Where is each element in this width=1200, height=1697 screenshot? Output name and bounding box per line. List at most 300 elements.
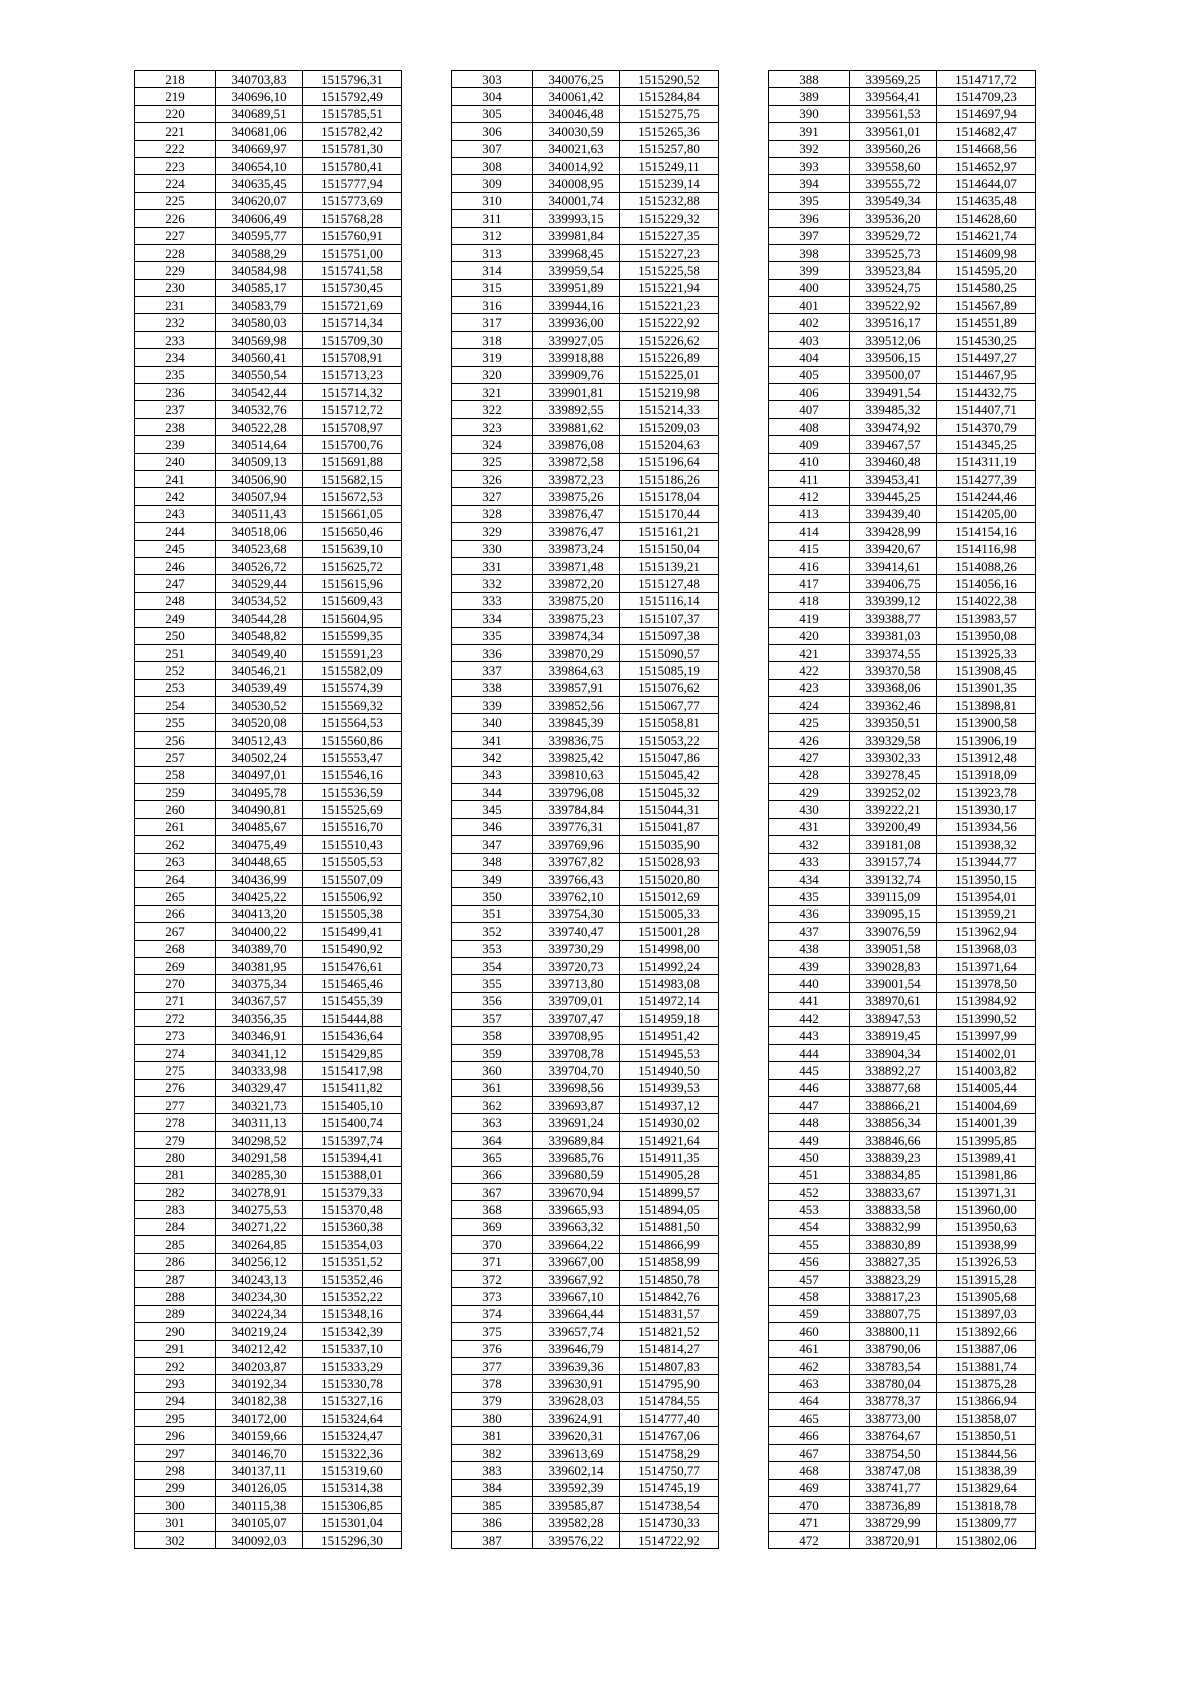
point-number-cell: 321 [452,384,533,401]
point-number-cell: 240 [135,453,216,470]
coordinates-table-3 [768,70,1036,1549]
point-number-cell: 235 [135,366,216,383]
x-coordinate-cell: 339613,69 [533,1444,620,1461]
point-number-cell: 301 [135,1514,216,1531]
x-coordinate-cell: 339467,57 [850,436,937,453]
x-coordinate-cell: 339368,06 [850,679,937,696]
point-number-cell: 238 [135,418,216,435]
point-number-cell: 470 [769,1497,850,1514]
point-number-cell: 451 [769,1166,850,1183]
table-row [769,175,1036,192]
x-coordinate-cell: 338830,89 [850,1236,937,1253]
table-row [769,1236,1036,1253]
x-coordinate-cell: 340526,72 [216,557,303,574]
x-coordinate-cell: 340413,20 [216,905,303,922]
y-coordinate-cell: 1513971,31 [937,1184,1036,1201]
y-coordinate-cell: 1514972,14 [620,992,719,1009]
point-number-cell: 450 [769,1149,850,1166]
y-coordinate-cell: 1515650,46 [303,523,402,540]
table-row [135,1079,402,1096]
y-coordinate-cell: 1514652,97 [937,157,1036,174]
point-number-cell: 229 [135,262,216,279]
table-row [769,314,1036,331]
point-number-cell: 439 [769,957,850,974]
x-coordinate-cell: 339445,25 [850,488,937,505]
point-number-cell: 352 [452,923,533,940]
x-coordinate-cell: 339420,67 [850,540,937,557]
table-row [452,1149,719,1166]
x-coordinate-cell: 339624,91 [533,1410,620,1427]
point-number-cell: 327 [452,488,533,505]
y-coordinate-cell: 1514745,19 [620,1479,719,1496]
y-coordinate-cell: 1514709,23 [937,88,1036,105]
x-coordinate-cell: 339845,39 [533,714,620,731]
y-coordinate-cell: 1513989,41 [937,1149,1036,1166]
point-number-cell: 252 [135,662,216,679]
x-coordinate-cell: 339776,31 [533,818,620,835]
x-coordinate-cell: 339657,74 [533,1323,620,1340]
point-number-cell: 271 [135,992,216,1009]
table-row [452,1323,719,1340]
x-coordinate-cell: 340234,30 [216,1288,303,1305]
x-coordinate-cell: 339881,62 [533,418,620,435]
y-coordinate-cell: 1513995,85 [937,1131,1036,1148]
x-coordinate-cell: 339901,81 [533,384,620,401]
table-row [135,957,402,974]
point-number-cell: 328 [452,505,533,522]
table-row [135,488,402,505]
y-coordinate-cell: 1515028,93 [620,853,719,870]
table-row [452,1410,719,1427]
table-row [769,1270,1036,1287]
point-number-cell: 383 [452,1462,533,1479]
point-number-cell: 407 [769,401,850,418]
y-coordinate-cell: 1513875,28 [937,1375,1036,1392]
table-row [769,1027,1036,1044]
table-row [452,436,719,453]
point-number-cell: 302 [135,1531,216,1548]
point-number-cell: 378 [452,1375,533,1392]
point-number-cell: 392 [769,140,850,157]
table-row [769,1340,1036,1357]
table-row [452,175,719,192]
point-number-cell: 277 [135,1097,216,1114]
table-row [769,192,1036,209]
table-row [769,366,1036,383]
x-coordinate-cell: 339028,83 [850,957,937,974]
point-number-cell: 343 [452,766,533,783]
y-coordinate-cell: 1514277,39 [937,470,1036,487]
y-coordinate-cell: 1515001,28 [620,923,719,940]
point-number-cell: 390 [769,105,850,122]
table-row [452,644,719,661]
table-row [769,1323,1036,1340]
point-number-cell: 463 [769,1375,850,1392]
y-coordinate-cell: 1515591,23 [303,644,402,661]
point-number-cell: 349 [452,870,533,887]
point-number-cell: 356 [452,992,533,1009]
table-row [135,1427,402,1444]
x-coordinate-cell: 340212,42 [216,1340,303,1357]
table-row [135,505,402,522]
point-number-cell: 382 [452,1444,533,1461]
point-number-cell: 414 [769,523,850,540]
point-number-cell: 442 [769,1010,850,1027]
point-number-cell: 415 [769,540,850,557]
x-coordinate-cell: 339927,05 [533,331,620,348]
table-row [452,1027,719,1044]
table-row [452,1218,719,1235]
point-number-cell: 431 [769,818,850,835]
table-row [135,766,402,783]
table-row [452,540,719,557]
x-coordinate-cell: 339836,75 [533,731,620,748]
point-number-cell: 374 [452,1305,533,1322]
y-coordinate-cell: 1515516,70 [303,818,402,835]
point-number-cell: 435 [769,888,850,905]
point-number-cell: 270 [135,975,216,992]
point-number-cell: 274 [135,1044,216,1061]
point-number-cell: 428 [769,766,850,783]
table-row [769,244,1036,261]
table-row [135,210,402,227]
y-coordinate-cell: 1513960,00 [937,1201,1036,1218]
y-coordinate-cell: 1515352,46 [303,1270,402,1287]
y-coordinate-cell: 1515785,51 [303,105,402,122]
table-row [452,627,719,644]
table-row [769,749,1036,766]
table-row [135,1097,402,1114]
point-number-cell: 417 [769,575,850,592]
y-coordinate-cell: 1514004,69 [937,1097,1036,1114]
y-coordinate-cell: 1515499,41 [303,923,402,940]
y-coordinate-cell: 1514930,02 [620,1114,719,1131]
x-coordinate-cell: 340271,22 [216,1218,303,1235]
table-row [135,992,402,1009]
table-row [452,662,719,679]
point-number-cell: 388 [769,71,850,88]
table-row [452,314,719,331]
point-number-cell: 393 [769,157,850,174]
y-coordinate-cell: 1515005,33 [620,905,719,922]
point-number-cell: 329 [452,523,533,540]
y-coordinate-cell: 1513918,09 [937,766,1036,783]
y-coordinate-cell: 1514432,75 [937,384,1036,401]
x-coordinate-cell: 340544,28 [216,610,303,627]
y-coordinate-cell: 1515314,38 [303,1479,402,1496]
y-coordinate-cell: 1514621,74 [937,227,1036,244]
x-coordinate-cell: 339708,95 [533,1027,620,1044]
table-row [135,1184,402,1201]
point-number-cell: 287 [135,1270,216,1287]
y-coordinate-cell: 1514567,89 [937,297,1036,314]
y-coordinate-cell: 1513978,50 [937,975,1036,992]
table-row [452,749,719,766]
x-coordinate-cell: 339491,54 [850,384,937,401]
y-coordinate-cell: 1515564,53 [303,714,402,731]
point-number-cell: 351 [452,905,533,922]
table-row [769,853,1036,870]
y-coordinate-cell: 1514002,01 [937,1044,1036,1061]
table-row [135,314,402,331]
table-row [769,157,1036,174]
y-coordinate-cell: 1515360,38 [303,1218,402,1235]
point-number-cell: 314 [452,262,533,279]
y-coordinate-cell: 1515170,44 [620,505,719,522]
x-coordinate-cell: 339485,32 [850,401,937,418]
table-row [135,1149,402,1166]
table-row [769,1497,1036,1514]
table-row [135,1340,402,1357]
y-coordinate-cell: 1515053,22 [620,731,719,748]
y-coordinate-cell: 1515333,29 [303,1357,402,1374]
y-coordinate-cell: 1515792,49 [303,88,402,105]
y-coordinate-cell: 1515405,10 [303,1097,402,1114]
table-row [452,1010,719,1027]
point-number-cell: 255 [135,714,216,731]
x-coordinate-cell: 340495,78 [216,784,303,801]
y-coordinate-cell: 1514831,57 [620,1305,719,1322]
y-coordinate-cell: 1515327,16 [303,1392,402,1409]
y-coordinate-cell: 1513905,68 [937,1288,1036,1305]
x-coordinate-cell: 338827,35 [850,1253,937,1270]
x-coordinate-cell: 340105,07 [216,1514,303,1531]
table-row [769,1131,1036,1148]
x-coordinate-cell: 339864,63 [533,662,620,679]
x-coordinate-cell: 340346,91 [216,1027,303,1044]
point-number-cell: 447 [769,1097,850,1114]
y-coordinate-cell: 1515700,76 [303,436,402,453]
y-coordinate-cell: 1515599,35 [303,627,402,644]
table-row [769,505,1036,522]
table-row [452,1514,719,1531]
x-coordinate-cell: 340606,49 [216,210,303,227]
x-coordinate-cell: 340520,08 [216,714,303,731]
x-coordinate-cell: 339870,29 [533,644,620,661]
table-row [452,923,719,940]
x-coordinate-cell: 340511,43 [216,505,303,522]
x-coordinate-cell: 340448,65 [216,853,303,870]
point-number-cell: 469 [769,1479,850,1496]
table-row [769,384,1036,401]
x-coordinate-cell: 340278,91 [216,1184,303,1201]
point-number-cell: 234 [135,349,216,366]
table-row [452,888,719,905]
x-coordinate-cell: 340341,12 [216,1044,303,1061]
table-row [769,1531,1036,1548]
y-coordinate-cell: 1513925,33 [937,644,1036,661]
y-coordinate-cell: 1515536,59 [303,784,402,801]
point-number-cell: 411 [769,470,850,487]
x-coordinate-cell: 340522,28 [216,418,303,435]
table-row [135,453,402,470]
y-coordinate-cell: 1514767,06 [620,1427,719,1444]
x-coordinate-cell: 340550,54 [216,366,303,383]
point-number-cell: 344 [452,784,533,801]
x-coordinate-cell: 339602,14 [533,1462,620,1479]
point-number-cell: 418 [769,592,850,609]
point-number-cell: 259 [135,784,216,801]
y-coordinate-cell: 1515661,05 [303,505,402,522]
table-row [135,627,402,644]
x-coordinate-cell: 339664,44 [533,1305,620,1322]
x-coordinate-cell: 340367,57 [216,992,303,1009]
x-coordinate-cell: 339944,16 [533,297,620,314]
point-number-cell: 409 [769,436,850,453]
y-coordinate-cell: 1513818,78 [937,1497,1036,1514]
y-coordinate-cell: 1514821,52 [620,1323,719,1340]
table-row [135,1497,402,1514]
point-number-cell: 296 [135,1427,216,1444]
point-number-cell: 291 [135,1340,216,1357]
x-coordinate-cell: 340146,70 [216,1444,303,1461]
point-number-cell: 225 [135,192,216,209]
point-number-cell: 253 [135,679,216,696]
table-row [769,262,1036,279]
y-coordinate-cell: 1515324,47 [303,1427,402,1444]
point-number-cell: 220 [135,105,216,122]
y-coordinate-cell: 1514088,26 [937,557,1036,574]
table-row [135,1514,402,1531]
table-row [769,436,1036,453]
point-number-cell: 348 [452,853,533,870]
point-number-cell: 304 [452,88,533,105]
x-coordinate-cell: 340311,13 [216,1114,303,1131]
point-number-cell: 397 [769,227,850,244]
point-number-cell: 260 [135,801,216,818]
x-coordinate-cell: 339460,48 [850,453,937,470]
table-row [135,244,402,261]
x-coordinate-cell: 339872,20 [533,575,620,592]
table-row [769,105,1036,122]
table-row [452,905,719,922]
point-number-cell: 446 [769,1079,850,1096]
point-number-cell: 247 [135,575,216,592]
x-coordinate-cell: 339374,55 [850,644,937,661]
point-number-cell: 285 [135,1236,216,1253]
y-coordinate-cell: 1513950,15 [937,870,1036,887]
x-coordinate-cell: 339646,79 [533,1340,620,1357]
point-number-cell: 331 [452,557,533,574]
y-coordinate-cell: 1513838,39 [937,1462,1036,1479]
x-coordinate-cell: 338846,66 [850,1131,937,1148]
x-coordinate-cell: 339766,43 [533,870,620,887]
point-number-cell: 279 [135,1131,216,1148]
table-row [452,1288,719,1305]
x-coordinate-cell: 340539,49 [216,679,303,696]
table-row [135,784,402,801]
point-number-cell: 373 [452,1288,533,1305]
x-coordinate-cell: 340256,12 [216,1253,303,1270]
table-row [135,297,402,314]
table-row [135,401,402,418]
x-coordinate-cell: 340542,44 [216,384,303,401]
table-row [452,488,719,505]
table-row [769,1114,1036,1131]
table-row [769,731,1036,748]
x-coordinate-cell: 339796,08 [533,784,620,801]
point-number-cell: 362 [452,1097,533,1114]
point-number-cell: 286 [135,1253,216,1270]
y-coordinate-cell: 1514628,60 [937,210,1036,227]
y-coordinate-cell: 1515351,52 [303,1253,402,1270]
y-coordinate-cell: 1515615,96 [303,575,402,592]
y-coordinate-cell: 1515150,04 [620,540,719,557]
x-coordinate-cell: 340219,24 [216,1323,303,1340]
point-number-cell: 232 [135,314,216,331]
y-coordinate-cell: 1513983,57 [937,610,1036,627]
table-row [135,1479,402,1496]
table-row [452,1253,719,1270]
point-number-cell: 350 [452,888,533,905]
x-coordinate-cell: 339951,89 [533,279,620,296]
table-row [769,349,1036,366]
x-coordinate-cell: 339414,61 [850,557,937,574]
point-number-cell: 458 [769,1288,850,1305]
y-coordinate-cell: 1515012,69 [620,888,719,905]
table-row [452,992,719,1009]
point-number-cell: 455 [769,1236,850,1253]
y-coordinate-cell: 1514005,44 [937,1079,1036,1096]
point-number-cell: 297 [135,1444,216,1461]
y-coordinate-cell: 1514407,71 [937,401,1036,418]
y-coordinate-cell: 1515574,39 [303,679,402,696]
point-number-cell: 433 [769,853,850,870]
table-row [452,1184,719,1201]
table-row [452,140,719,157]
y-coordinate-cell: 1515569,32 [303,697,402,714]
x-coordinate-cell: 339529,72 [850,227,937,244]
x-coordinate-cell: 338904,34 [850,1044,937,1061]
y-coordinate-cell: 1515322,36 [303,1444,402,1461]
y-coordinate-cell: 1514668,56 [937,140,1036,157]
x-coordinate-cell: 339569,25 [850,71,937,88]
y-coordinate-cell: 1515035,90 [620,836,719,853]
table-row [452,975,719,992]
point-number-cell: 312 [452,227,533,244]
table-row [769,957,1036,974]
table-row [452,957,719,974]
point-number-cell: 387 [452,1531,533,1548]
point-number-cell: 316 [452,297,533,314]
point-number-cell: 466 [769,1427,850,1444]
table-row [452,418,719,435]
point-number-cell: 278 [135,1114,216,1131]
y-coordinate-cell: 1513938,99 [937,1236,1036,1253]
table-row [452,244,719,261]
x-coordinate-cell: 339576,22 [533,1531,620,1548]
y-coordinate-cell: 1515560,86 [303,731,402,748]
y-coordinate-cell: 1515379,33 [303,1184,402,1201]
point-number-cell: 268 [135,940,216,957]
y-coordinate-cell: 1515041,87 [620,818,719,835]
table-row [135,870,402,887]
point-number-cell: 226 [135,210,216,227]
table-row [135,1444,402,1461]
point-number-cell: 293 [135,1375,216,1392]
y-coordinate-cell: 1513950,08 [937,627,1036,644]
x-coordinate-cell: 338783,54 [850,1357,937,1374]
table-row [769,123,1036,140]
point-number-cell: 294 [135,1392,216,1409]
x-coordinate-cell: 339406,75 [850,575,937,592]
point-number-cell: 471 [769,1514,850,1531]
point-number-cell: 416 [769,557,850,574]
table-row [769,1410,1036,1427]
y-coordinate-cell: 1514580,25 [937,279,1036,296]
point-number-cell: 437 [769,923,850,940]
point-number-cell: 227 [135,227,216,244]
